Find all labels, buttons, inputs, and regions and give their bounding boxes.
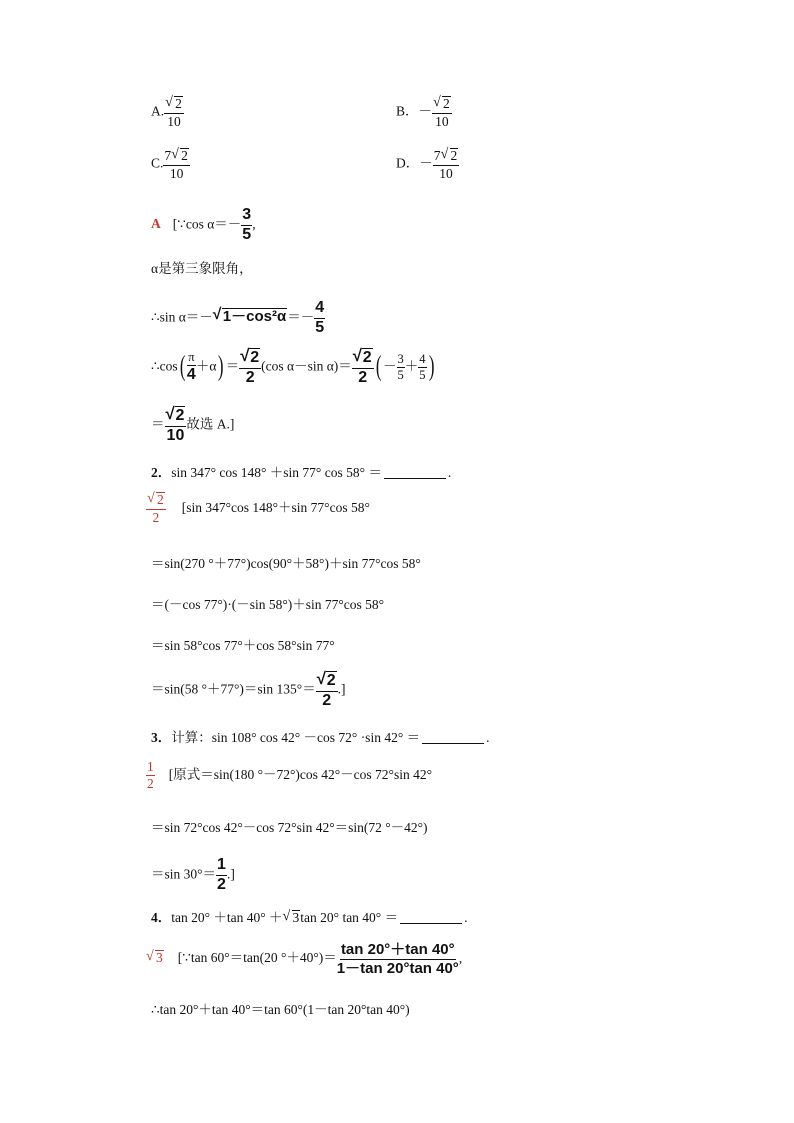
q2-answer-line3: ＝(－cos 77°)·(－sin 58°)＋sin 77°cos 58° [151, 597, 385, 612]
q4-answer-value: √ 3 [147, 950, 164, 966]
question-2: 2．sin 347° cos 148° ＋sin 77° cos 58° ＝ . [151, 465, 452, 480]
option-d: D．－ $\frac{7√ 2}{10}$ [396, 148, 459, 181]
q1-answer-line4: ∴cos( $\frac{\pi}{4}$ ＋α) ＝ √ $\frac{2}{2}$ (cos α－sin α)＝ √ $\frac{2}{2}$ ( － $\frac{3}{5}$ ＋ $\frac{4}{5}$ ) [151, 348, 436, 387]
option-c-value: $\frac{7√ 2}{10}$ [163, 148, 190, 181]
option-b: B．－ √ $\frac{2}{10}$ [396, 96, 452, 129]
q3-answer-line1: $\frac{1}{2}$ [原式＝sin(180 °－72°)cos 42°－cos 72°sin 42° [147, 759, 432, 792]
q1-answer-line5: ＝ √ $\frac{2}{10}$ 故选 A.] [151, 406, 234, 445]
q4-answer-line1: √ 3 [∵tan 60°＝tan(20 °＋40°)＝ $\frac{\tan 20^\circ+\tan 40^\circ}{1-\tan 20^\circ\tan 40^\circ}$ , [146, 942, 462, 977]
q3-answer-line3: ＝sin 30°＝ $\frac{1}{2}$ .] [151, 856, 235, 893]
question-3: 3．计算：sin 108° cos 42° －cos 72° ·sin 42° ＝ . [151, 730, 490, 745]
q3-answer-line2: ＝sin 72°cos 42°－cos 72°sin 42°＝sin(72 °－42°) [151, 820, 428, 835]
q1-answer-line2: α是第三象限角， [151, 261, 253, 276]
q2-answer-value: √ $\frac{2}{2}$ [146, 492, 166, 525]
answer-blank [400, 923, 462, 924]
question-4: 4．tan 20° ＋tan 40° ＋√ 3tan 20° tan 40° ＝ . [151, 910, 467, 926]
q1-answer-line3: ∴sin α＝－√ 1－cos²α＝－ $\frac{4}{5}$ [151, 300, 325, 337]
q2-answer-line5: ＝sin(58 °＋77°)＝sin 135°＝ √ $\frac{2}{2}$ .] [151, 671, 345, 710]
answer-blank [384, 478, 446, 479]
q2-answer-line1: √ $\frac{2}{2}$ [sin 347°cos 148°＋sin 77°cos 58° [146, 492, 370, 525]
answer-blank [422, 743, 484, 744]
option-b-value: √ $\frac{2}{10}$ [432, 96, 452, 129]
q1-answer-line1: A [∵cos α＝－ $\frac{3}{5}$ , [151, 206, 256, 243]
option-a: A. √ $\frac{2}{10}$ [151, 96, 184, 129]
q2-answer-line4: ＝sin 58°cos 77°＋cos 58°sin 77° [151, 638, 335, 653]
option-a-value: √ $\frac{2}{10}$ [164, 96, 184, 129]
option-c: C. $\frac{7√ 2}{10}$ [151, 148, 190, 181]
q2-answer-line2: ＝sin(270 °＋77°)cos(90°＋58°)＋sin 77°cos 58° [151, 556, 421, 571]
q3-answer-value: $\frac{1}{2}$ [147, 759, 154, 792]
answer-letter: A [151, 216, 161, 232]
option-d-value: $\frac{7√ 2}{10}$ [433, 148, 460, 181]
q4-answer-line2: ∴tan 20°＋tan 40°＝tan 60°(1－tan 20°tan 40°) [151, 1002, 410, 1017]
